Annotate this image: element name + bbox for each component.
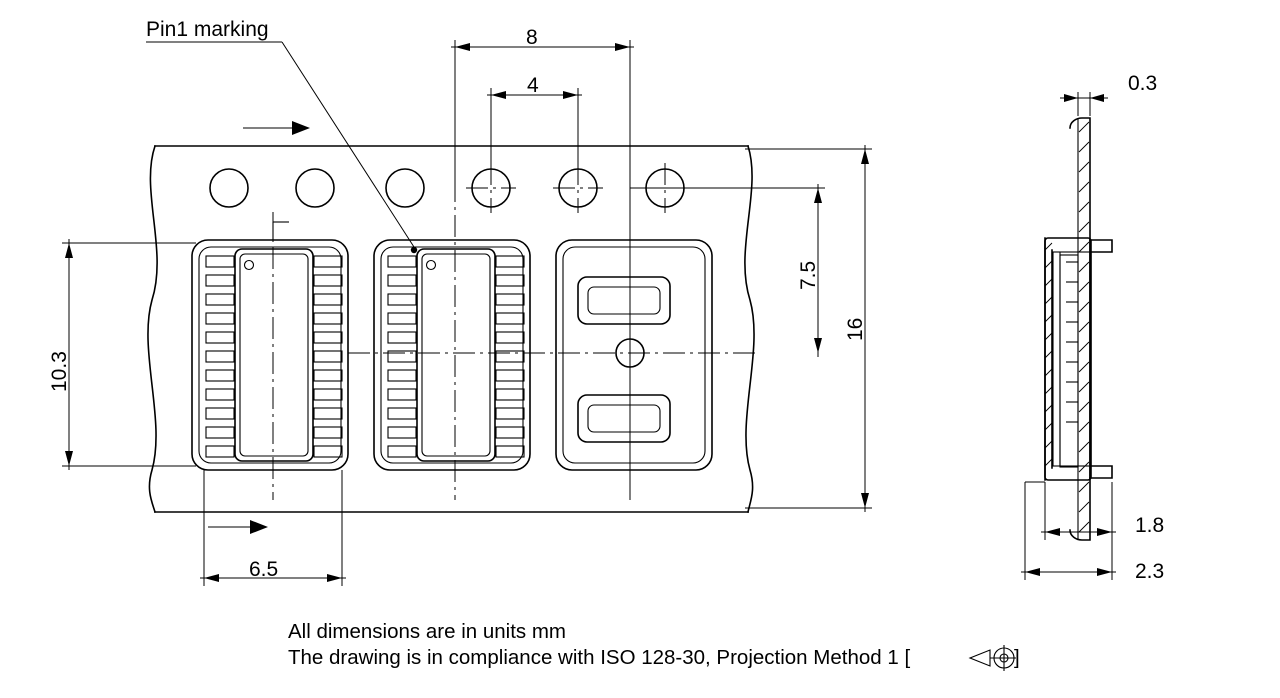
dim-top-8 <box>451 40 634 500</box>
dim-label-top-4: 4 <box>527 74 539 97</box>
dim-label-0-3: 0.3 <box>1128 72 1158 95</box>
pin1-marking-leader <box>146 42 417 253</box>
feed-direction-arrows <box>208 121 310 534</box>
pocket-1 <box>192 212 348 500</box>
pin1-marking-label: Pin1 marking <box>146 18 269 41</box>
leads-left-1 <box>206 256 234 457</box>
dim-label-2-3: 2.3 <box>1135 560 1165 583</box>
section-hatch-left <box>1079 122 1089 532</box>
cross-section-view <box>1021 92 1116 580</box>
pocket-2 <box>374 40 530 500</box>
leads-right-1 <box>314 256 342 457</box>
leads-left-2 <box>388 256 416 457</box>
dim-label-top-8: 8 <box>526 26 538 49</box>
dim-label-7-5: 7.5 <box>797 260 820 290</box>
dim-right-7-5 <box>630 184 825 357</box>
leads-right-2 <box>496 256 524 457</box>
projection-method-symbol <box>970 645 1016 671</box>
note-line-2: The drawing is in compliance with ISO 128-30, Projection Method 1 [ <box>288 646 911 669</box>
dim-label-1-8: 1.8 <box>1135 514 1165 537</box>
dim-left-10-3 <box>62 239 196 470</box>
carrier-tape-plan-view <box>148 40 755 512</box>
note-line-2-suffix: ] <box>1014 646 1020 669</box>
pocket-3-empty <box>556 240 712 470</box>
dim-label-6-5: 6.5 <box>249 558 279 581</box>
dim-label-10-3: 10.3 <box>48 351 71 392</box>
section-hatch-pocket <box>1045 243 1052 466</box>
section-device <box>1053 252 1091 467</box>
dim-label-16: 16 <box>844 317 867 341</box>
dim-top-4 <box>487 88 582 165</box>
note-line-1: All dimensions are in units mm <box>288 620 566 643</box>
